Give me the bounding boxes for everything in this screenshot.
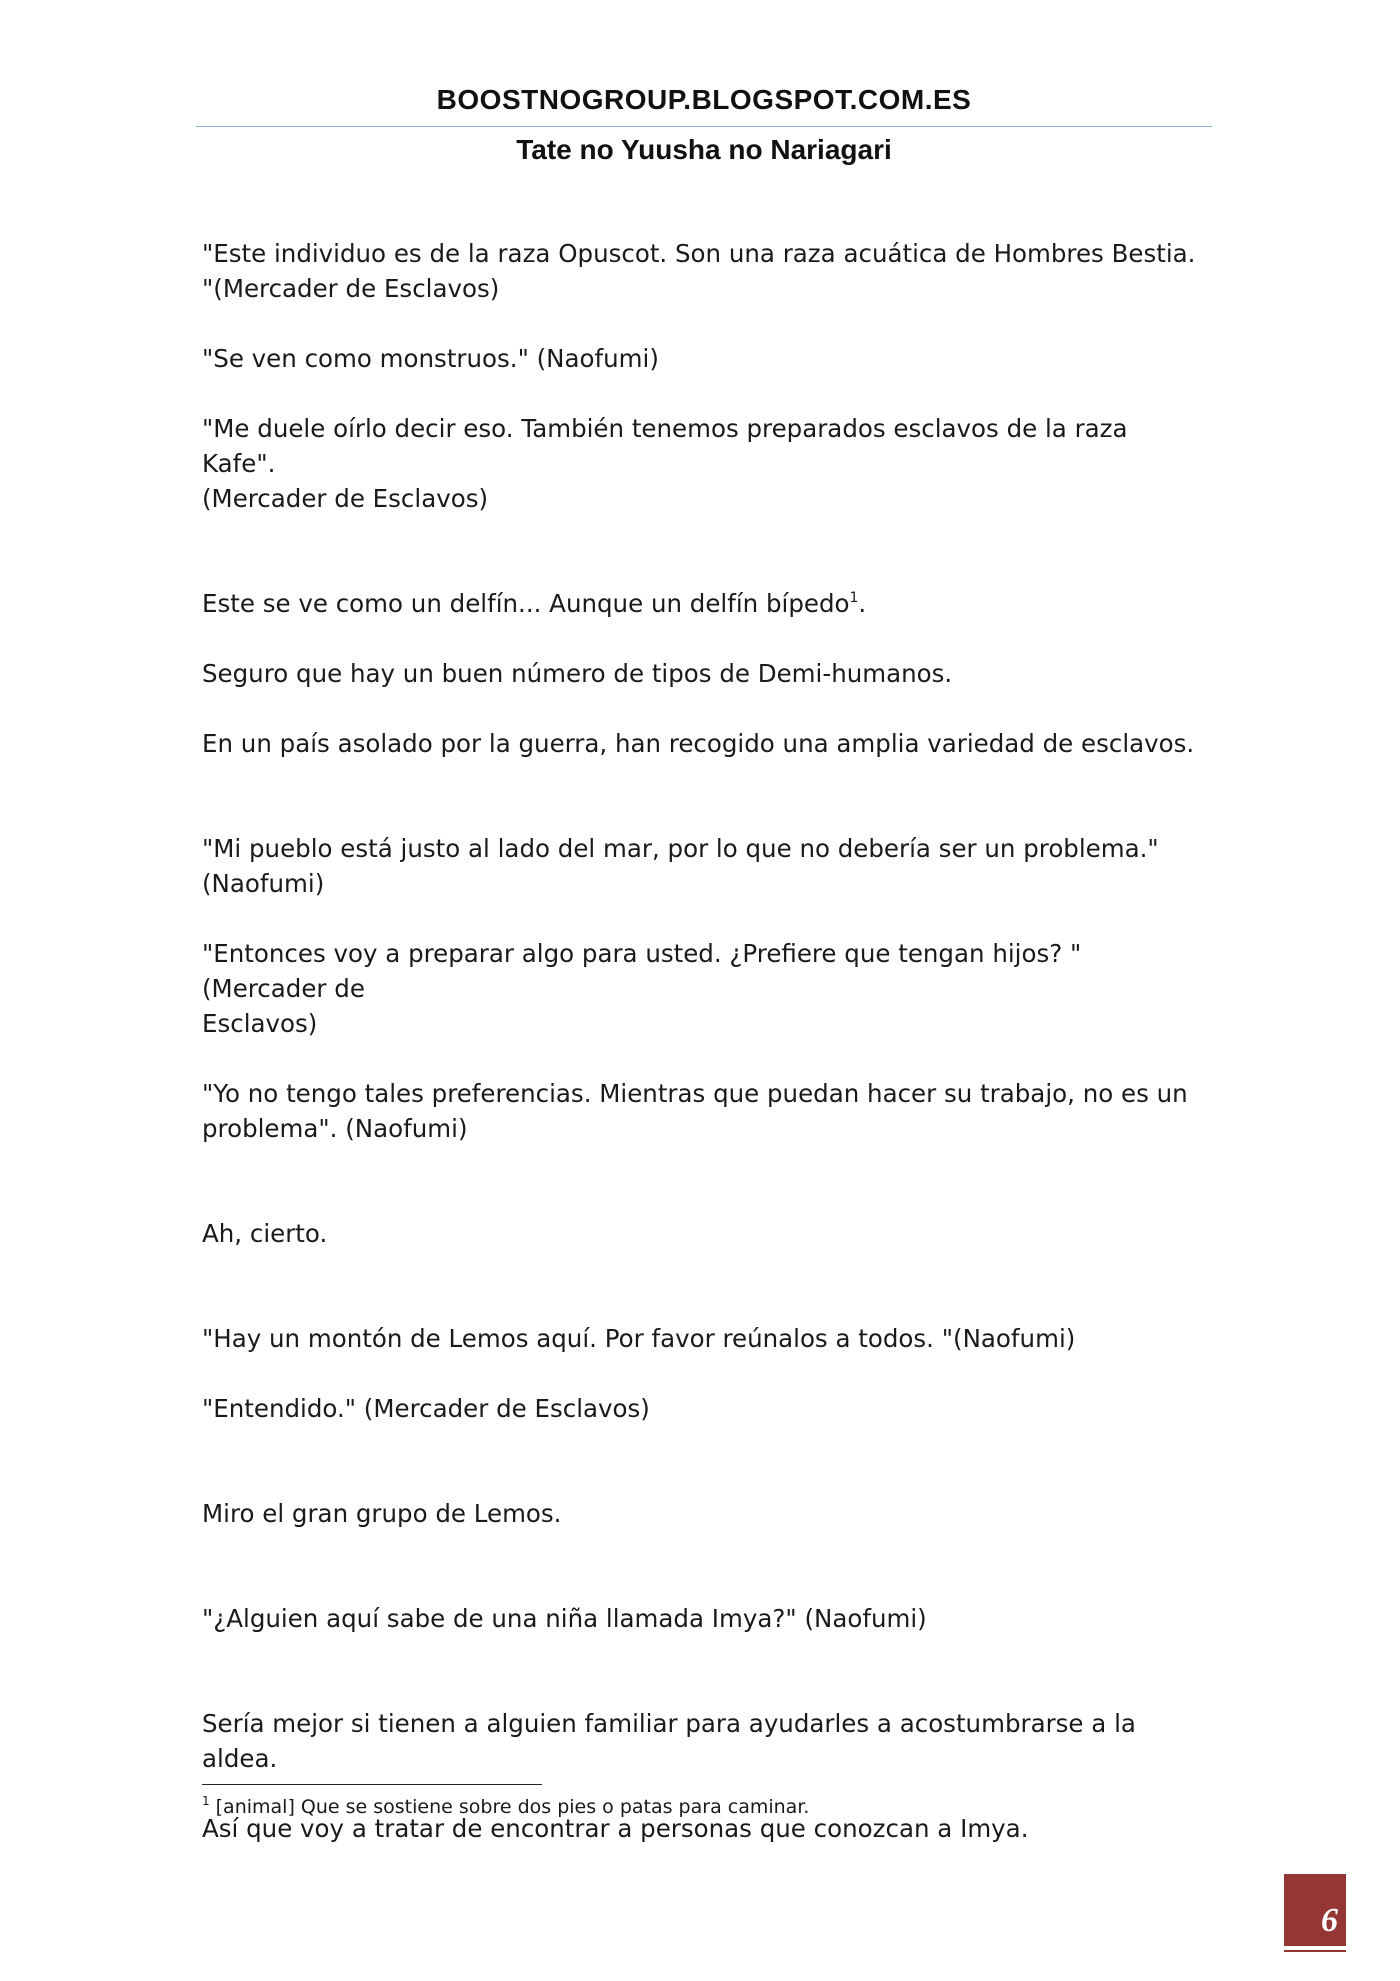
footnote (202, 1796, 1202, 1818)
paragraph-line: Esclavos) (202, 1009, 318, 1038)
paragraph-line: "¿Alguien aquí sabe de una niña llamada Imya?" (Naofumi) (202, 1604, 927, 1633)
paragraph (202, 1706, 1202, 1776)
paragraph-line: "Me duele oírlo decir eso. También tenemos preparados esclavos de la raza Kafe". (202, 414, 1128, 478)
paragraph-line: "Entendido." (Mercader de Esclavos) (202, 1394, 650, 1423)
paragraph (202, 1321, 1202, 1356)
paragraph-line: "Entonces voy a preparar algo para usted. ¿Prefiere que tengan hijos? "(Mercader de (202, 939, 1082, 1003)
paragraph (202, 411, 1202, 516)
paragraph (202, 936, 1202, 1041)
paragraph-line: "(Mercader de Esclavos) (202, 274, 500, 303)
paragraph-line: problema". (Naofumi) (202, 1114, 468, 1143)
footnote-text: [animal] Que se sostiene sobre dos pies o patas para caminar. (215, 1796, 810, 1818)
paragraph (202, 1496, 1202, 1531)
paragraph-line: Así que voy a tratar de encontrar a personas que conozcan a Imya. (202, 1814, 1029, 1843)
paragraph (202, 726, 1202, 761)
paragraph-line: (Mercader de Esclavos) (202, 484, 489, 513)
paragraph-line: Ah, cierto. (202, 1219, 328, 1248)
site-header: BOOSTNOGROUP.BLOGSPOT.COM.ES (436, 84, 972, 115)
document-title: Tate no Yuusha no Nariagari (516, 134, 892, 165)
footnote-reference[interactable]: 1 (849, 590, 859, 606)
paragraph-line: Seguro que hay un buen número de tipos de Demi-humanos. (202, 659, 953, 688)
paragraph-line: Sería mejor si tienen a alguien familiar para ayudarles a acostumbrarse a la aldea. (202, 1709, 1136, 1773)
paragraph (202, 831, 1202, 901)
paragraph-line: Miro el gran grupo de Lemos. (202, 1499, 562, 1528)
paragraph (202, 1601, 1202, 1636)
paragraph-line: En un país asolado por la guerra, han recogido una amplia variedad de esclavos. (202, 729, 1195, 758)
paragraph (202, 1076, 1202, 1146)
footnote-divider (202, 1784, 542, 1785)
paragraph (202, 586, 1202, 621)
paragraph (202, 656, 1202, 691)
paragraph (202, 341, 1202, 376)
page-number: 6 (1321, 1902, 1338, 1939)
header-divider (196, 126, 1212, 127)
paragraph-line-end: . (858, 589, 867, 618)
page-number-underline (1284, 1950, 1346, 1952)
paragraph (202, 236, 1202, 306)
paragraph-line: "Hay un montón de Lemos aquí. Por favor reúnalos a todos. "(Naofumi) (202, 1324, 1076, 1353)
footnote-marker: 1 (202, 1794, 210, 1808)
paragraph (202, 1391, 1202, 1426)
paragraph-line: "Este individuo es de la raza Opuscot. Son una raza acuática de Hombres Bestia. (202, 239, 1196, 268)
paragraph-line: "Mi pueblo está justo al lado del mar, por lo que no debería ser un problema." (202, 834, 1159, 863)
page-number-badge (1284, 1874, 1346, 1946)
paragraph-line: Este se ve como un delfín... Aunque un delfín bípedo (202, 589, 850, 618)
paragraph-line: (Naofumi) (202, 869, 325, 898)
paragraph-line: "Se ven como monstruos." (Naofumi) (202, 344, 659, 373)
paragraph-line: "Yo no tengo tales preferencias. Mientras que puedan hacer su trabajo, no es un (202, 1079, 1188, 1108)
body-text (202, 236, 1202, 1846)
paragraph (202, 1216, 1202, 1251)
